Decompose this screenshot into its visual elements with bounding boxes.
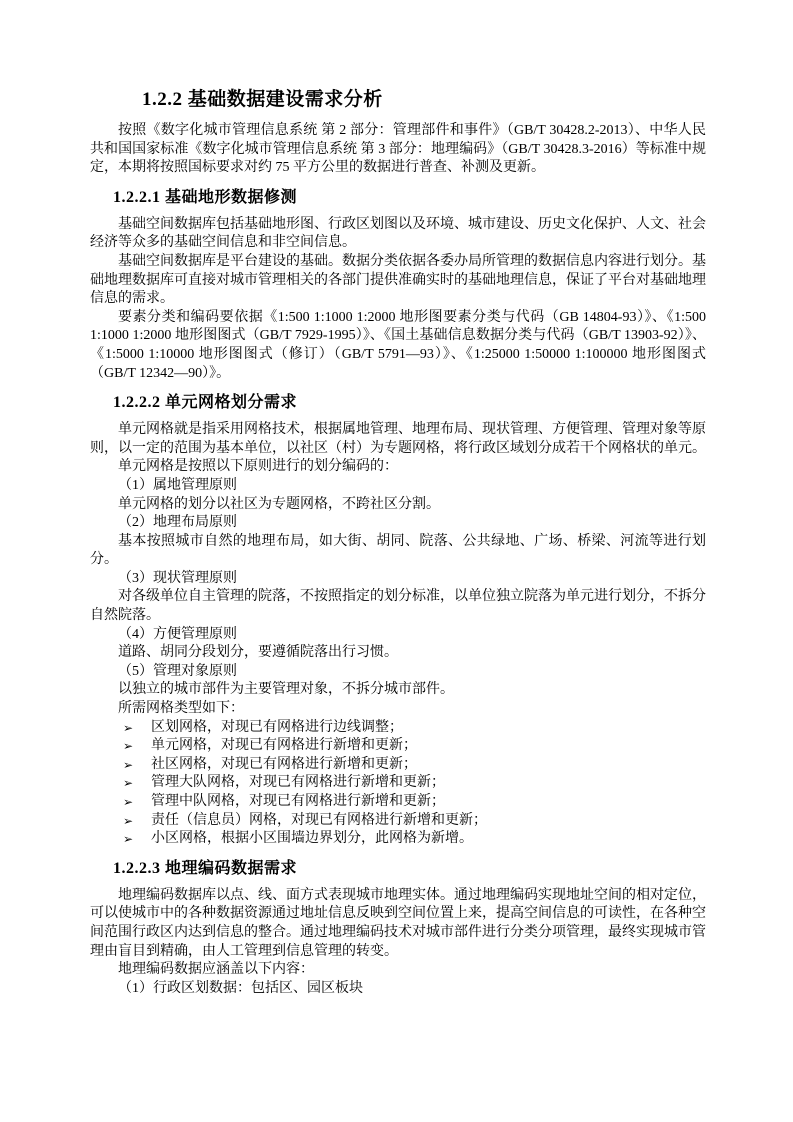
list-item-residential-grid [123, 830, 706, 849]
paragraph-grid-types-intro: 所需网格类型如下： [118, 701, 244, 717]
list-item-brigade-grid [123, 774, 706, 793]
principle-3-title: （3）现状管理原则 [118, 570, 237, 586]
list-item-text: 管理大队网格，对现已有网格进行新增和更新； [151, 775, 445, 791]
principle-2-body: 基本按照城市自然的地理布局，如大街、胡同、院落、公共绿地、广场、桥梁、河流等进行划分。 [90, 533, 706, 568]
list-item-responsibility-grid [123, 812, 706, 831]
paragraph-unit-grid-principles-intro: 单元网格是按照以下原则进行的划分编码的： [118, 459, 398, 475]
paragraph-geocoding-item-1: （1）行政区划数据：包括区、园区板块 [118, 980, 363, 996]
list-item-district-grid [123, 719, 706, 738]
grid-type-list [90, 719, 706, 849]
arrow-bullet-icon: ➢ [123, 813, 134, 828]
principle-4-title: （4）方便管理原则 [118, 626, 237, 642]
list-item-text: 单元网格，对现已有网格进行新增和更新； [151, 738, 417, 754]
list-item-text: 责任（信息员）网格，对现已有网格进行新增和更新； [151, 812, 487, 828]
heading-1-2-2: 1.2.2 基础数据建设需求分析 [142, 89, 383, 110]
principle-4-body: 道路、胡同分段划分，要遵循院落出行习惯。 [118, 645, 398, 661]
list-item-text: 小区网格，根据小区围墙边界划分，此网格为新增。 [151, 831, 473, 847]
heading-1-2-2-1: 1.2.2.1 基础地形数据修测 [113, 188, 298, 206]
paragraph-geocoding-coverage-intro: 地理编码数据应涵盖以下内容： [118, 962, 314, 978]
principle-5-title: （5）管理对象原则 [118, 663, 237, 679]
list-item-squadron-grid [123, 793, 706, 812]
paragraph-geocoding-description: 地理编码数据库以点、线、面方式表现城市地理实体。通过地理编码实现地址空间的相对定位，可以使城市中的各种数据资源通过地址信息反映到空间位置上来，提高空间信息的可读性，在各种空间范围行政区内达到信息的整合。通过地理编码技术对城市部件进行分类分项管理，最终实现城市管理由盲目到精确，由人工管理到信息管理的转变。 [90, 887, 706, 959]
heading-1-2-2-3: 1.2.2.3 地理编码数据需求 [113, 859, 298, 877]
principle-2-title: （2）地理布局原则 [118, 515, 237, 531]
arrow-bullet-icon: ➢ [123, 757, 134, 772]
paragraph-unit-grid-definition: 单元网格就是指采用网格技术，根据属地管理、地理布局、现状管理、方便管理、管理对象等原则，以一定的范围为基本单位，以社区（村）为专题网格，将行政区域划分成若干个网格状的单元。 [90, 422, 706, 456]
principle-5-body: 以独立的城市部件为主要管理对象，不拆分城市部件。 [118, 682, 454, 698]
arrow-bullet-icon: ➢ [123, 795, 134, 809]
paragraph-basic-db-foundation: 基础空间数据库是平台建设的基础。数据分类依据各委办局所管理的数据信息内容进行划分。基础地理数据库可直接对城市管理相关的各部门提供准确实时的基础地理信息，保证了平台对基础地理信息的需求。 [90, 253, 706, 307]
list-item-text: 区划网格，对现已有网格进行边线调整； [151, 719, 403, 735]
list-item-text: 管理中队网格，对现已有网格进行新增和更新； [151, 794, 445, 809]
paragraph-basic-db-scope: 基础空间数据库包括基础地形图、行政区划图以及环境、城市建设、历史文化保护、人文、社会经济等众多的基础空间信息和非空间信息。 [90, 216, 706, 251]
arrow-bullet-icon: ➢ [123, 739, 134, 754]
heading-1-2-2-2: 1.2.2.2 单元网格划分需求 [113, 394, 298, 412]
arrow-bullet-icon: ➢ [123, 720, 134, 735]
principle-1-title: （1）属地管理原则 [118, 477, 237, 493]
list-item-community-grid [123, 756, 706, 775]
paragraph-coding-standards: 要素分类和编码要依据《1:500 1:1000 1:2000 地形图要素分类与代码（GB 14804-93）》、《1:500 1:1000 1:2000 地形图图式（GB/T 7929-1995）》、《国土基础信息数据分类与代码（GB/T 13903-92）》、《1:5000 1:10000 地形图图式（修订）（GB/T 5791—93）》、《1:25000 1:50000 1:100000 地形图图式（GB/T 12342—90）》。 [90, 309, 706, 381]
principle-1-body: 单元网格的划分以社区为专题网格，不跨社区分割。 [118, 496, 440, 512]
list-item-unit-grid [123, 737, 706, 756]
list-item-text: 社区网格，对现已有网格进行新增和更新； [151, 756, 417, 772]
arrow-bullet-icon: ➢ [123, 776, 134, 791]
principle-3-body: 对各级单位自主管理的院落，不按照指定的划分标准，以单位独立院落为单元进行划分，不拆分自然院落。 [90, 589, 706, 624]
paragraph-intro: 按照《数字化城市管理信息系统 第 2 部分：管理部件和事件》（GB/T 30428.2-2013）、中华人民共和国国家标准《数字化城市管理信息系统 第 3 部分：地理编码》（GB/T 30428.3-2016）等标准中规定，本期将按照国标要求对约 75 平方公里的数据进行普查、补测及更新。 [90, 123, 706, 176]
arrow-bullet-icon: ➢ [123, 832, 134, 847]
